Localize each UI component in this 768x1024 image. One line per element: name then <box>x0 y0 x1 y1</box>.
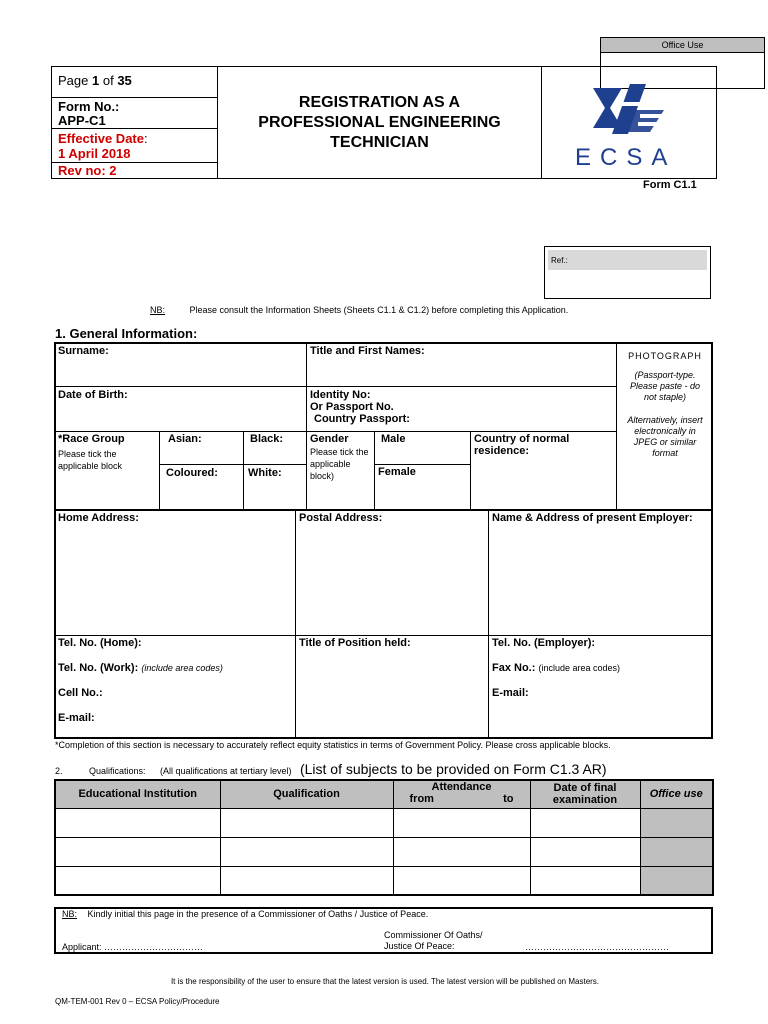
gi-line-f <box>55 635 712 636</box>
gi-vline-6 <box>470 431 471 509</box>
cell-qualification[interactable] <box>220 808 393 837</box>
office-use-label: Office Use <box>601 38 764 53</box>
gi-line-e <box>55 509 712 511</box>
effective-date: 1 April 2018 <box>58 146 131 161</box>
cell-institution[interactable] <box>55 866 220 895</box>
date-of-birth-field[interactable]: Date of Birth: <box>58 389 128 401</box>
ref-box <box>544 246 711 299</box>
table-row <box>55 808 713 837</box>
tel-work-field[interactable]: Tel. No. (Work): (include area codes) <box>58 662 223 674</box>
qualifications-table <box>54 779 714 896</box>
col-qualification: Qualification <box>220 780 393 808</box>
col-office-use: Office use <box>640 780 713 808</box>
tel-employer-field[interactable]: Tel. No. (Employer): <box>492 637 596 649</box>
col-institution: Educational Institution <box>55 780 220 808</box>
gi-vline-2 <box>616 343 617 509</box>
table-row <box>55 866 713 895</box>
gi-vline-1 <box>306 343 307 509</box>
effective-date-label: Effective Date: <box>58 131 148 146</box>
cell-attendance[interactable] <box>393 866 530 895</box>
revision: Rev no: 2 <box>58 163 117 178</box>
home-address-field[interactable]: Home Address: <box>58 512 139 524</box>
cell-final-exam[interactable] <box>530 808 640 837</box>
ecsa-logo <box>560 74 700 174</box>
cell-final-exam[interactable] <box>530 837 640 866</box>
gender-male-option[interactable]: Male <box>381 433 406 445</box>
photo-note-jpeg: Alternatively, insert electronically in JPEG or similar format <box>627 415 703 458</box>
form-no-label: Form No.: <box>58 99 120 114</box>
employer-email-field[interactable]: E-mail: <box>492 687 529 699</box>
race-coloured-option[interactable]: Coloured: <box>166 467 218 479</box>
ecsa-logo-mark-icon <box>560 74 700 144</box>
footer-code: QM-TEM-001 Rev 0 – ECSA Policy/Procedure <box>55 997 220 1006</box>
header-row-line-2 <box>51 128 217 129</box>
ref-label: Ref.: <box>548 250 707 270</box>
gi-vline-3 <box>159 431 160 509</box>
form-no: APP-C1 <box>58 113 106 128</box>
cell-institution[interactable] <box>55 808 220 837</box>
cell-office-use <box>640 808 713 837</box>
cell-institution[interactable] <box>55 837 220 866</box>
title-first-names-field[interactable]: Title and First Names: <box>310 345 425 357</box>
footer-responsibility: It is the responsibility of the user to ensure that the latest version is used. The latest version will be published on Masters. <box>170 977 600 986</box>
fax-field[interactable]: Fax No.: (include area codes) <box>492 662 621 674</box>
applicant-signature[interactable]: Applicant: …………………………… <box>62 942 204 952</box>
col-attendance: Attendance from to <box>393 780 530 808</box>
header-row-line-1 <box>51 97 217 98</box>
country-residence-field[interactable]: Country of normal residence: <box>474 433 570 457</box>
gi-line-a <box>55 386 617 387</box>
commissioner-notice: NB: Kindly initial this page in the presence of a Commissioner of Oaths / Justice of Peace. <box>62 909 429 919</box>
nb-notice: NB: Please consult the Information Sheets (Sheets C1.1 & C1.2) before completing this Application. <box>150 305 569 315</box>
gi-vline-4 <box>243 431 244 509</box>
gender-female-option[interactable]: Female <box>378 466 416 478</box>
gi-line-b <box>55 431 617 432</box>
race-group-note: Please tick the applicable block <box>58 449 123 471</box>
cell-qualification[interactable] <box>220 866 393 895</box>
ecsa-logo-text: ECSA <box>575 144 677 171</box>
gender-label: Gender <box>310 433 349 445</box>
position-title-field[interactable]: Title of Position held: <box>299 637 411 649</box>
gi-vline-8 <box>488 510 489 738</box>
page-indicator: Page 1 of 35 <box>58 73 132 88</box>
postal-address-field[interactable]: Postal Address: <box>299 512 383 524</box>
cell-qualification[interactable] <box>220 837 393 866</box>
race-white-option[interactable]: White: <box>248 467 282 479</box>
cell-attendance[interactable] <box>393 837 530 866</box>
photo-note-paste: (Passport-type. Please paste - do not staple) <box>629 370 701 402</box>
table-row <box>55 837 713 866</box>
gi-vline-5 <box>374 431 375 509</box>
identity-no-field[interactable]: Identity No: Or Passport No. Country Passport: <box>310 389 410 425</box>
cell-office-use <box>640 866 713 895</box>
gi-line-d <box>374 464 471 465</box>
header-right-divider <box>541 66 542 179</box>
cell-office-use <box>640 837 713 866</box>
cell-final-exam[interactable] <box>530 866 640 895</box>
commissioner-label: Commissioner Of Oaths/ Justice Of Peace: <box>384 930 483 951</box>
email-field[interactable]: E-mail: <box>58 712 95 724</box>
race-black-option[interactable]: Black: <box>250 433 284 445</box>
equity-footnote: *Completion of this section is necessary to accurately reflect equity statistics in terms of Government Policy. Please cross applicable blocks. <box>55 740 611 750</box>
col-final-exam: Date of final examination <box>530 780 640 808</box>
cell-no-field[interactable]: Cell No.: <box>58 687 103 699</box>
gi-vline-7 <box>295 510 296 738</box>
form-code: Form C1.1 <box>643 179 697 191</box>
race-group-label: *Race Group <box>58 433 125 445</box>
section1-title: 1. General Information: <box>55 326 198 341</box>
gi-line-c <box>159 464 306 465</box>
cell-attendance[interactable] <box>393 808 530 837</box>
commissioner-signature[interactable]: ………………………………………… <box>525 942 669 952</box>
section2-heading: 2. Qualifications: (All qualifications at tertiary level) (List of subjects to be provided on Form C1.3 AR) <box>55 761 607 777</box>
photograph-label: PHOTOGRAPH <box>628 351 702 361</box>
tel-home-field[interactable]: Tel. No. (Home): <box>58 637 142 649</box>
gender-note: Please tick the applicable block) <box>310 447 369 481</box>
form-title: REGISTRATION AS A PROFESSIONAL ENGINEERING TECHNICIAN <box>258 94 501 151</box>
race-asian-option[interactable]: Asian: <box>168 433 202 445</box>
surname-field[interactable]: Surname: <box>58 345 109 357</box>
employer-field[interactable]: Name & Address of present Employer: <box>492 512 693 524</box>
